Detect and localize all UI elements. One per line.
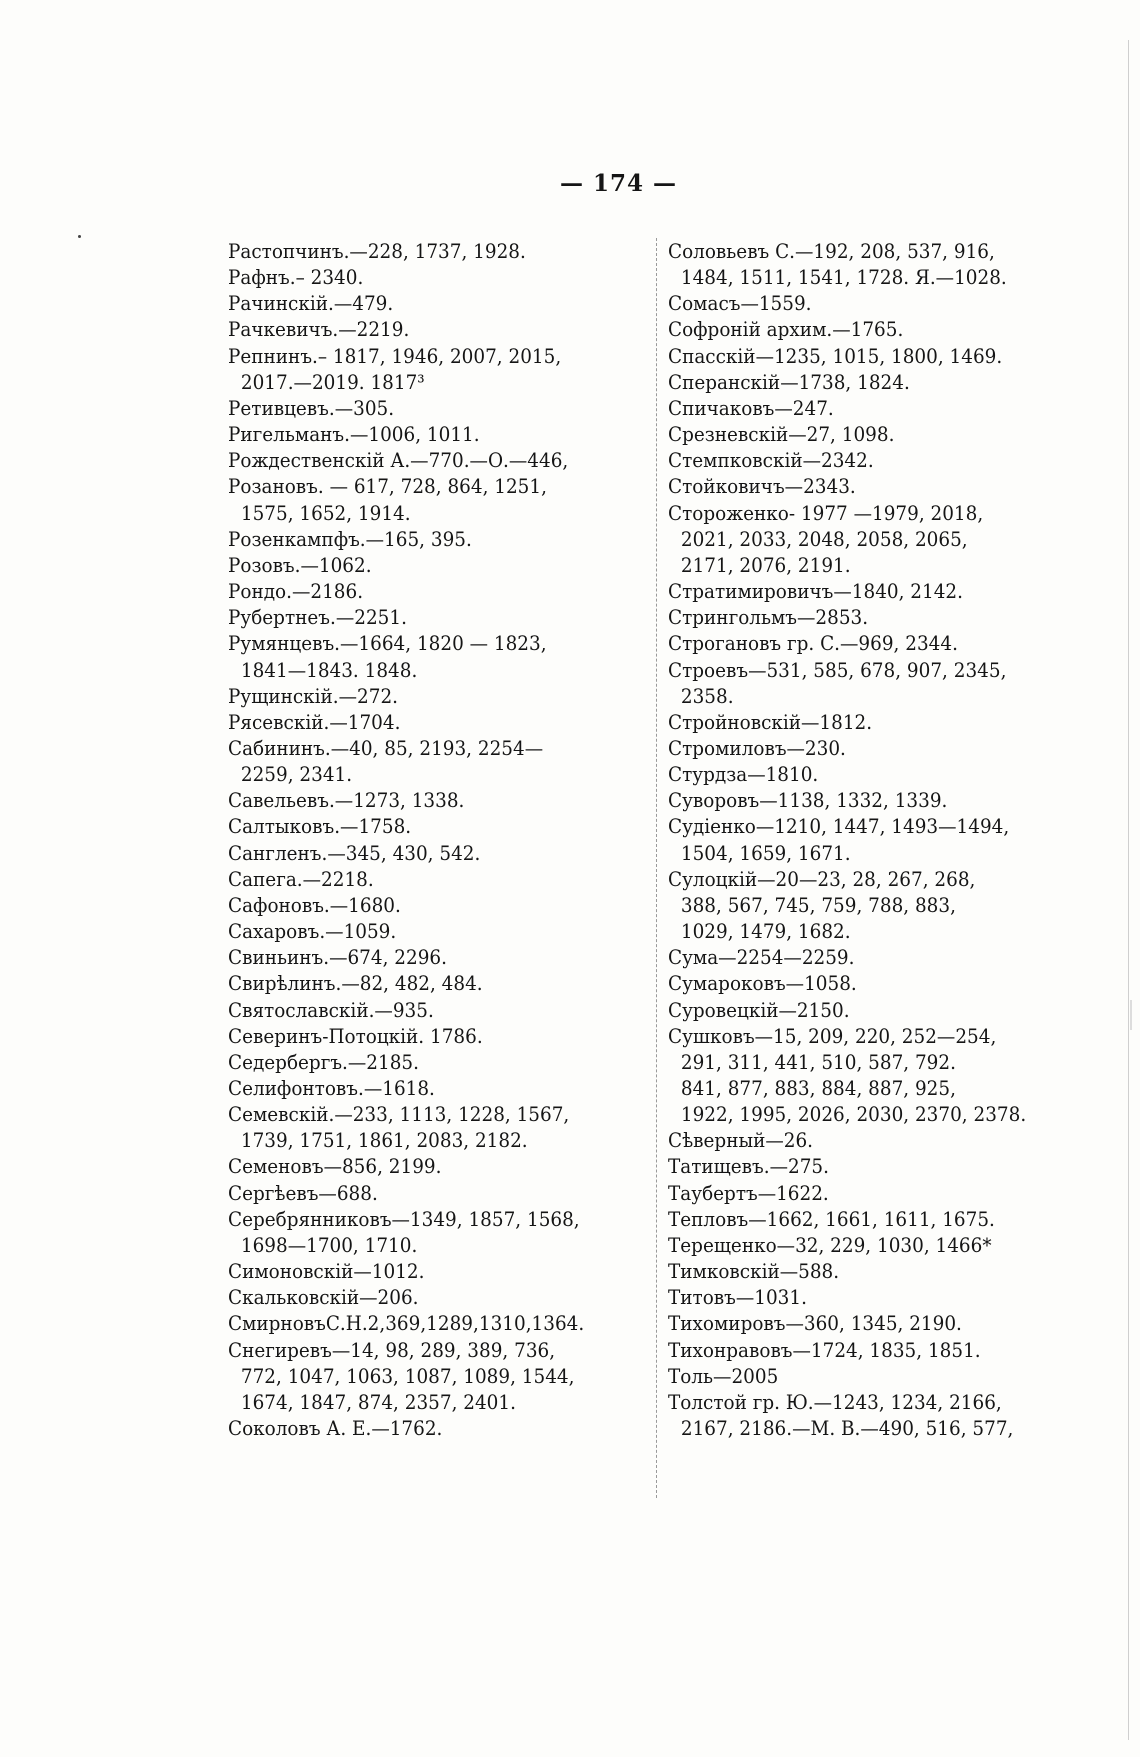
index-entry-continuation [668,526,1073,552]
continuation-text: 1674, 1847, 874, 2357, 2401. [240,1389,516,1414]
index-entry: Розенкампфъ.—165, 395. [228,526,472,551]
continuation-text: 1575, 1652, 1914. [240,500,411,525]
index-entry: Тепловъ—1662, 1661, 1611, 1675. [668,1206,995,1231]
index-entry: Стромиловъ—230. [668,735,846,760]
index-entry-continuation [668,1049,1073,1075]
index-entry-continuation [668,892,1073,918]
index-entry: Стрингольмъ—2853. [668,605,869,630]
page-number: — 174 — [560,170,678,197]
index-entry: Ригельманъ.—1006, 1011. [228,422,480,447]
index-entry: Соловьевъ С.—192, 208, 537, 916, [668,239,995,263]
index-entry: Строгановъ гр. С.—969, 2344. [668,631,958,656]
index-entry: Строевъ—531, 585, 678, 907, 2345, [668,657,1007,682]
index-entry: Тимковскій—588. [668,1259,840,1284]
index-entry: Сомасъ—1559. [668,291,812,316]
continuation-text: 1484, 1511, 1541, 1728. Я.—1028. [680,265,1007,290]
continuation-text: 1029, 1479, 1682. [680,919,851,944]
index-entry: Снегиревъ—14, 98, 289, 389, 736, [228,1337,556,1362]
index-entry: Сума—2254—2259. [668,945,855,970]
index-entry: Сангленъ.—345, 430, 542. [228,840,481,865]
index-entry: Сахаровъ.—1059. [228,919,397,944]
index-entry: Спичаковъ—247. [668,395,834,420]
index-entry: Симоновскій—1012. [228,1259,425,1284]
index-entry: Рущинскій.—272. [228,683,399,708]
index-entry: Спасскій—1235, 1015, 1800, 1469. [668,343,1003,368]
left-index-column [228,238,648,1441]
index-entry: Сергѣевъ—688. [228,1180,378,1205]
index-entry-continuation [228,1363,614,1389]
continuation-text: 2167, 2186.—М. В.—490, 516, 577, [680,1416,1014,1441]
index-entry: Сумароковъ—1058. [668,971,857,996]
continuation-text: 772, 1047, 1063, 1087, 1089, 1544, [240,1363,575,1388]
continuation-text: 1698—1700, 1710. [240,1232,418,1257]
index-entry: Сулоцкій—20—23, 28, 267, 268, [668,866,976,891]
index-entry: Репнинъ.– 1817, 1946, 2007, 2015, [228,343,562,368]
continuation-text: 1504, 1659, 1671. [680,840,851,865]
index-entry: Суворовъ—1138, 1332, 1339. [668,788,948,813]
index-entry: Сапега.—2218. [228,866,374,891]
index-entry: Суровецкій—2150. [668,997,850,1022]
index-entry: СмирновъС.Н.2,369,1289,1310,1364. [228,1311,585,1336]
index-entry: Сѣверный—26. [668,1128,814,1153]
index-entry: Савельевъ.—1273, 1338. [228,788,465,813]
index-entry: Соколовъ А. Е.—1762. [228,1416,443,1441]
continuation-text: 2259, 2341. [240,762,353,787]
page-edge-line [1128,40,1129,1740]
print-speck [78,235,81,238]
continuation-text: 291, 311, 441, 510, 587, 792. [680,1049,956,1074]
index-entry: Таубертъ—1622. [668,1180,829,1205]
index-entry-continuation [668,918,1073,944]
index-entry-continuation [668,552,1073,578]
index-entry: Стойковичъ—2343. [668,474,856,499]
index-entry-continuation [228,500,614,526]
index-entry-continuation [228,657,614,683]
index-entry: Судіенко—1210, 1447, 1493—1494, [668,814,1010,839]
index-entry: Румянцевъ.—1664, 1820 — 1823, [228,631,547,656]
index-entry-continuation [668,683,1073,709]
index-entry: Растопчинъ.—228, 1737, 1928. [228,239,526,263]
index-entry-continuation [668,1415,1073,1441]
column-divider [656,238,657,1498]
index-entry: Стратимировичъ—1840, 2142. [668,579,963,604]
index-entry-continuation [668,264,1073,290]
index-entry: Ретивцевъ.—305. [228,395,395,420]
index-entry-continuation [228,761,614,787]
index-entry: Свирѣлинъ.—82, 482, 484. [228,971,483,996]
index-entry: Святославскій.—935. [228,997,434,1022]
continuation-text: 2171, 2076, 2191. [680,552,851,577]
index-entry: Розовъ.—1062. [228,552,372,577]
continuation-text: 2017.—2019. 1817³ [240,369,425,394]
index-entry: Рондо.—2186. [228,579,364,604]
continuation-text: 2358. [680,683,734,708]
index-entry-continuation [228,1389,614,1415]
index-entry: Семеновъ—856, 2199. [228,1154,442,1179]
index-entry: Сушковъ—15, 209, 220, 252—254, [668,1023,997,1048]
index-entry: Серебрянниковъ—1349, 1857, 1568, [228,1206,580,1231]
continuation-text: 1922, 1995, 2026, 2030, 2370, 2378. [680,1102,1027,1127]
continuation-text: 1841—1843. 1848. [240,657,418,682]
index-entry: Рождественскій А.—770.—О.—446, [228,448,569,473]
index-entry: Рачинскій.—479. [228,291,394,316]
index-entry: Рубертнеъ.—2251. [228,605,407,630]
index-entry: Стороженко- 1977 —1979, 2018, [668,500,984,525]
index-entry: Титовъ—1031. [668,1285,807,1310]
index-entry: Стемпковскій—2342. [668,448,874,473]
continuation-text: 388, 567, 745, 759, 788, 883, [680,892,956,917]
index-entry: Софроній архим.—1765. [668,317,904,342]
index-entry: Стурдза—1810. [668,762,819,787]
index-entry-continuation [228,1232,614,1258]
index-entry: Рафнъ.– 2340. [228,265,364,290]
right-index-column [668,238,1108,1441]
index-entry: Семевскій.—233, 1113, 1228, 1567, [228,1102,570,1127]
index-entry: Сперанскій—1738, 1824. [668,369,910,394]
index-entry-continuation [668,1101,1073,1127]
index-entry: Сафоновъ.—1680. [228,892,401,917]
index-entry: Тихонравовъ—1724, 1835, 1851. [668,1337,981,1362]
index-entry: Толь—2005 [668,1363,779,1388]
index-entry-continuation [668,840,1073,866]
index-entry: Скальковскій—206. [228,1285,419,1310]
index-entry: Терещенко—32, 229, 1030, 1466* [668,1232,992,1257]
index-entry: Толстой гр. Ю.—1243, 1234, 2166, [668,1389,1002,1414]
index-entry-continuation [228,1127,614,1153]
index-entry: Селифонтовъ.—1618. [228,1076,435,1100]
index-entry: Северинъ-Потоцкій. 1786. [228,1023,483,1048]
index-entry: Салтыковъ.—1758. [228,814,412,839]
print-speck [1130,1000,1132,1030]
index-entry: Седербергъ.—2185. [228,1049,419,1074]
continuation-text: 841, 877, 883, 884, 887, 925, [680,1076,956,1100]
index-entry: Татищевъ.—275. [668,1154,829,1179]
index-entry: Сабининъ.—40, 85, 2193, 2254— [228,735,544,760]
continuation-text: 2021, 2033, 2048, 2058, 2065, [680,526,968,551]
index-entry: Стройновскій—1812. [668,709,873,734]
continuation-text: 1739, 1751, 1861, 2083, 2182. [240,1128,528,1153]
index-entry: Срезневскій—27, 1098. [668,422,895,447]
index-entry: Свиньинъ.—674, 2296. [228,945,447,970]
index-entry-continuation [228,369,614,395]
index-entry: Тихомировъ—360, 1345, 2190. [668,1311,962,1336]
index-entry: Розановъ. — 617, 728, 864, 1251, [228,474,547,499]
index-entry-continuation [668,1075,1073,1101]
index-entry: Рачкевичъ.—2219. [228,317,410,342]
index-entry: Рясевскій.—1704. [228,709,401,734]
